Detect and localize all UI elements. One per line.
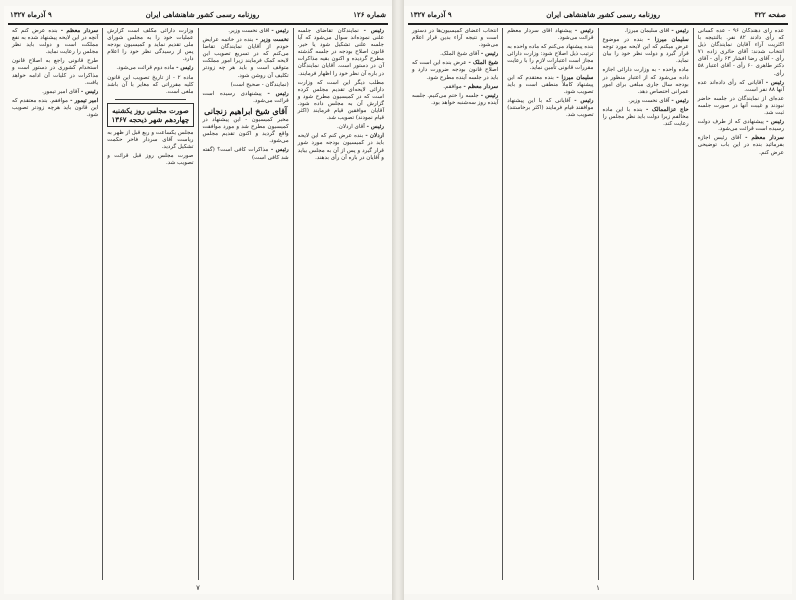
paragraph bbox=[203, 37, 289, 80]
paragraph bbox=[107, 130, 193, 151]
paragraph-text: آقای امیر تیمور. bbox=[42, 88, 81, 95]
paragraph-text: جلسه را ختم می‌کنیم. جلسه آینده روز سه‌شنبه خواهد بود. bbox=[412, 92, 499, 106]
right-column-4 bbox=[408, 28, 502, 580]
paragraph-text: عده رأی دهندگان ۹۶ - عده کسانی که رأی دادند ۸۲ نفر. بالنتیجه با اکثریت آراء آقایان نمایندگان ذیل انتخاب شدند: آقای حائری زاده ۷۱ رأی - آقای رضا افشار ۶۳ رأی - آقای دکتر طاهری ۶۰ رأی - آقای اعتبار ۵۸ رأی. bbox=[697, 28, 784, 77]
paragraph-text: مذاکرات کافی است؟ (گفته شد کافی است) bbox=[202, 147, 289, 161]
speaker-name: رئیس - bbox=[766, 119, 784, 126]
paragraph bbox=[698, 28, 784, 78]
paragraph-text: طرح قانونی راجع به اصلاح قانون استخدام کشوری در دستور است و مذاکرات در کلیات آن ادامه خواهد یافت. bbox=[12, 58, 99, 86]
left-page bbox=[4, 6, 392, 594]
paragraph-text: مخبر کمیسیون - این پیشنهاد در کمیسیون مطرح شد و مورد موافقت واقع گردید و اکنون تقدیم مجلس می‌شود. bbox=[202, 117, 289, 145]
speaker-name: نخست وزیر - bbox=[255, 37, 289, 44]
paragraph-text: آقای نخست وزیر. bbox=[228, 28, 272, 34]
paragraph-text: بنده عرض کنم که این لایحه باید در کمیسیون بودجه مورد شور قرار گیرد و پس از آن به مجلس بیاید و آقایان در باره آن رأی بدهند. bbox=[297, 133, 384, 161]
paragraph bbox=[412, 93, 498, 107]
speaker-name: رئیس - bbox=[480, 51, 499, 58]
speaker-name: رئیس - bbox=[366, 124, 384, 131]
paragraph bbox=[603, 98, 689, 105]
paragraph-text: پیشنهاد آقای سردار معظم قرائت می‌شود. bbox=[507, 28, 594, 42]
paragraph-text: صورت مجلس روز قبل قرائت و تصویب شد. bbox=[107, 153, 194, 167]
paragraph-text: عرض بنده این است که اصلاح قانون بودجه ضرورت دارد و باید در جلسه آینده مطرح شود. bbox=[412, 60, 499, 81]
paragraph-text: بنده عرض کنم که آنچه در این لایحه پیشنهاد شده به نفع مملکت است و دولت باید نظر مجلس را رعایت نماید. bbox=[12, 28, 99, 56]
right-header-rule bbox=[408, 23, 788, 25]
right-page-footer: ۱ bbox=[596, 584, 600, 592]
paragraph-text: آقای سلیمان میرزا. bbox=[624, 28, 672, 34]
paragraph bbox=[203, 28, 289, 35]
right-column-2 bbox=[598, 28, 693, 580]
paragraph bbox=[507, 28, 593, 42]
paragraph bbox=[412, 28, 498, 49]
paragraph bbox=[412, 60, 498, 81]
paragraph bbox=[107, 75, 193, 96]
speaker-name: رئیس - bbox=[267, 90, 289, 97]
right-header-title: روزنامه رسمی کشور شاهنشاهی ایران bbox=[546, 9, 660, 19]
speaker-name: رئیس - bbox=[574, 97, 594, 104]
paragraph bbox=[298, 28, 384, 78]
paragraph bbox=[412, 84, 498, 91]
paragraph-text: آقایانی که با این پیشنهاد موافقند قیام فرمایند (اکثر برخاستند) تصویب شد. bbox=[507, 97, 594, 119]
paragraph bbox=[12, 89, 98, 96]
speaker-name: سلیمان میرزا - bbox=[556, 74, 594, 81]
speaker-name: رئیس - bbox=[671, 97, 689, 104]
paragraph-text: ماده واحده - به وزارت دارائی اجازه داده می‌شود که از اعتبار منظور در بودجه سال جاری مبلغی برای امور عمرانی اختصاص دهد. bbox=[602, 67, 689, 95]
paragraph-text: بنده با این ماده مخالفم زیرا دولت باید نظر مجلس را رعایت کند. bbox=[602, 106, 689, 128]
right-header-page-number: صفحه ۴۲۲ bbox=[754, 9, 786, 19]
paragraph bbox=[298, 133, 384, 161]
left-columns bbox=[8, 28, 388, 580]
paragraph-text: وزارت دارائی مکلف است گزارش عملیات خود را به مجلس شورای ملی تقدیم نماید و کمیسیون بودجه پس از رسیدگی نظر خود را اعلام دارد. bbox=[107, 28, 194, 63]
left-column-4 bbox=[8, 28, 102, 580]
paragraph-text: (نمایندگان - صحیح است) bbox=[230, 81, 289, 88]
right-header-date: ۹ آذرماه ۱۳۲۷ bbox=[410, 9, 452, 19]
paragraph bbox=[12, 98, 98, 119]
paragraph-text: مطلب دیگر این است که وزارت دارائی لایحه‌ای تقدیم مجلس کرده است که در کمیسیون مطرح شود و گزارش آن به مجلس داده شود. آقایان موافقین قیام فرمایند (اکثر قیام نمودند) تصویب شد. bbox=[297, 79, 384, 122]
speaker-name: رئیس - bbox=[671, 28, 689, 34]
speaker-name: اردلان - bbox=[365, 133, 384, 140]
paragraph-text: انتخاب اعضای کمیسیون‌ها در دستور است و نتیجه آراء بدین قرار اعلام می‌شود. bbox=[412, 28, 499, 49]
left-header-page-number: شماره ۱۲۶ bbox=[353, 9, 386, 19]
speaker-name: امیر تیمور - bbox=[70, 97, 99, 104]
paragraph-text: آقای اردلان. bbox=[336, 124, 367, 131]
speaker-name: رئیس - bbox=[271, 28, 289, 34]
paragraph-text: مجلس یکساعت و ربع قبل از ظهر به ریاست آقای سردار فاخر حکمت تشکیل گردید. bbox=[107, 129, 194, 151]
paragraph-text: آقای رئیس اجازه بفرمائید بنده در این باب توضیحی عرض کنم. bbox=[697, 135, 784, 156]
left-page-header bbox=[4, 6, 392, 22]
speaker-name: سردار معظم - bbox=[745, 135, 784, 142]
paragraph bbox=[698, 135, 784, 156]
paragraph bbox=[203, 82, 289, 89]
paragraph bbox=[298, 80, 384, 123]
right-column-3 bbox=[502, 28, 597, 580]
speaker-name: شیخ الملک - bbox=[468, 60, 499, 67]
left-column-1 bbox=[293, 28, 388, 580]
speaker-name: حاج عزالممالک - bbox=[645, 106, 689, 113]
paragraph-text: پیشنهادی رسیده است قرائت می‌شود. bbox=[202, 90, 289, 104]
paragraph bbox=[12, 28, 98, 56]
paragraph-text: ماده ۲ - از تاریخ تصویب این قانون کلیه مقرراتی که مغایر با آن باشد ملغی است. bbox=[107, 74, 194, 95]
paragraph bbox=[603, 28, 689, 35]
paragraph-text: عده‌ای از نمایندگان در جلسه حاضر نبودند و غیبت آنها در صورت جلسه ثبت شد. bbox=[697, 95, 784, 117]
paragraph-text: آقای شیخ الملک. bbox=[440, 51, 481, 58]
speaker-name: رئیس - bbox=[270, 147, 289, 154]
speaker-name: رئیس - bbox=[574, 28, 594, 34]
paragraph bbox=[203, 117, 289, 145]
speaker-name: سلیمان میرزا - bbox=[647, 37, 689, 44]
right-columns bbox=[408, 28, 788, 580]
left-page-footer: ۷ bbox=[196, 584, 200, 592]
paragraph-text: بنده در موضوع عرض میکنم که این لایحه مورد توجه قرار گیرد و دولت نظر خود را بیان نماید. bbox=[602, 37, 689, 65]
paragraph bbox=[507, 98, 593, 119]
paragraph bbox=[203, 147, 289, 161]
paragraph-text: بنده در خاتمه عرایض خودم از آقایان نمایندگان تقاضا می‌کنم که در تسریع تصویب این لایحه کمک فرمایند زیرا امور مملکت متوقف است و باید هر چه زودتر تکلیف آن روشن شود. bbox=[202, 37, 289, 79]
paragraph bbox=[698, 96, 784, 117]
paragraph bbox=[298, 124, 384, 131]
paragraph bbox=[12, 58, 98, 86]
session-title-box: صورت مجلس روز یکشنبه چهاردهم شهر ذیحجه ۱۳۶۷ bbox=[107, 103, 193, 127]
paragraph-text: موافقم. bbox=[443, 83, 464, 90]
left-column-2 bbox=[198, 28, 293, 580]
paragraph bbox=[698, 80, 784, 94]
speaker-name: رئیس - bbox=[80, 88, 99, 95]
section-divider bbox=[115, 99, 185, 100]
speaker-name: رئیس - bbox=[765, 79, 784, 86]
paragraph bbox=[507, 75, 593, 96]
speaker-name: سردار معظم - bbox=[60, 28, 99, 34]
paragraph-text: آقایانی که رأی داده‌اند عده آنها ۸۸ نفر است. bbox=[697, 79, 784, 93]
paragraph bbox=[107, 28, 193, 63]
speaker-name: رئیس - bbox=[176, 65, 194, 72]
right-column-1 bbox=[693, 28, 788, 580]
paragraph-text: ماده دوم قرائت می‌شود. bbox=[116, 65, 177, 72]
book-gutter bbox=[392, 0, 404, 600]
paragraph bbox=[698, 119, 784, 133]
paragraph-text: موافقم. بنده معتقدم که این قانون باید هرچه زودتر تصویب شود. bbox=[12, 97, 99, 119]
paragraph bbox=[507, 44, 593, 72]
paragraph-text: پیشنهادی که از طرف دولت رسیده است قرائت می‌شود. bbox=[697, 119, 784, 133]
paragraph-text: آقای نخست وزیر. bbox=[628, 97, 672, 104]
paragraph bbox=[603, 37, 689, 65]
paragraph bbox=[107, 153, 193, 167]
paragraph-text: بنده پیشنهاد می‌کنم که ماده واحده به ترتیب ذیل اصلاح شود: وزارت دارائی مجاز است اعتبارات لازم را با رعایت مقررات قانونی تأمین نماید. bbox=[507, 44, 594, 72]
speaker-name: سردار معظم - bbox=[463, 83, 499, 90]
paragraph bbox=[107, 65, 193, 72]
section-heading: آقای شیخ ابراهیم زنجانی bbox=[204, 105, 288, 116]
left-header-title: روزنامه رسمی کشور شاهنشاهی ایران bbox=[145, 9, 260, 19]
right-page bbox=[404, 6, 792, 594]
paragraph bbox=[412, 51, 498, 58]
speaker-name: رئیس - bbox=[363, 28, 384, 34]
paragraph bbox=[603, 67, 689, 95]
paragraph-text: بنده معتقدم که این پیشنهاد کاملاً منطقی است و باید تصویب شود. bbox=[507, 74, 594, 95]
speaker-name: رئیس - bbox=[480, 92, 499, 99]
left-header-rule bbox=[8, 23, 388, 25]
paragraph bbox=[203, 91, 289, 105]
left-header-date: ۹ آذرماه ۱۳۲۷ bbox=[10, 9, 52, 19]
paragraph bbox=[603, 107, 689, 128]
paragraph-text: نمایندگان تقاضای جلسه علنی نموده‌اند سوال می‌شود که آیا جلسه علنی تشکیل شود یا خیر. قانون اصلاح بودجه در جلسه گذشته مطرح گردیده و اکنون بقیه مذاکرات آن در دستور است. آقایان نمایندگان در باره آن نظر خود را اظهار فرمایند. bbox=[297, 28, 384, 77]
left-column-3 bbox=[102, 28, 197, 580]
right-page-header bbox=[404, 6, 792, 22]
